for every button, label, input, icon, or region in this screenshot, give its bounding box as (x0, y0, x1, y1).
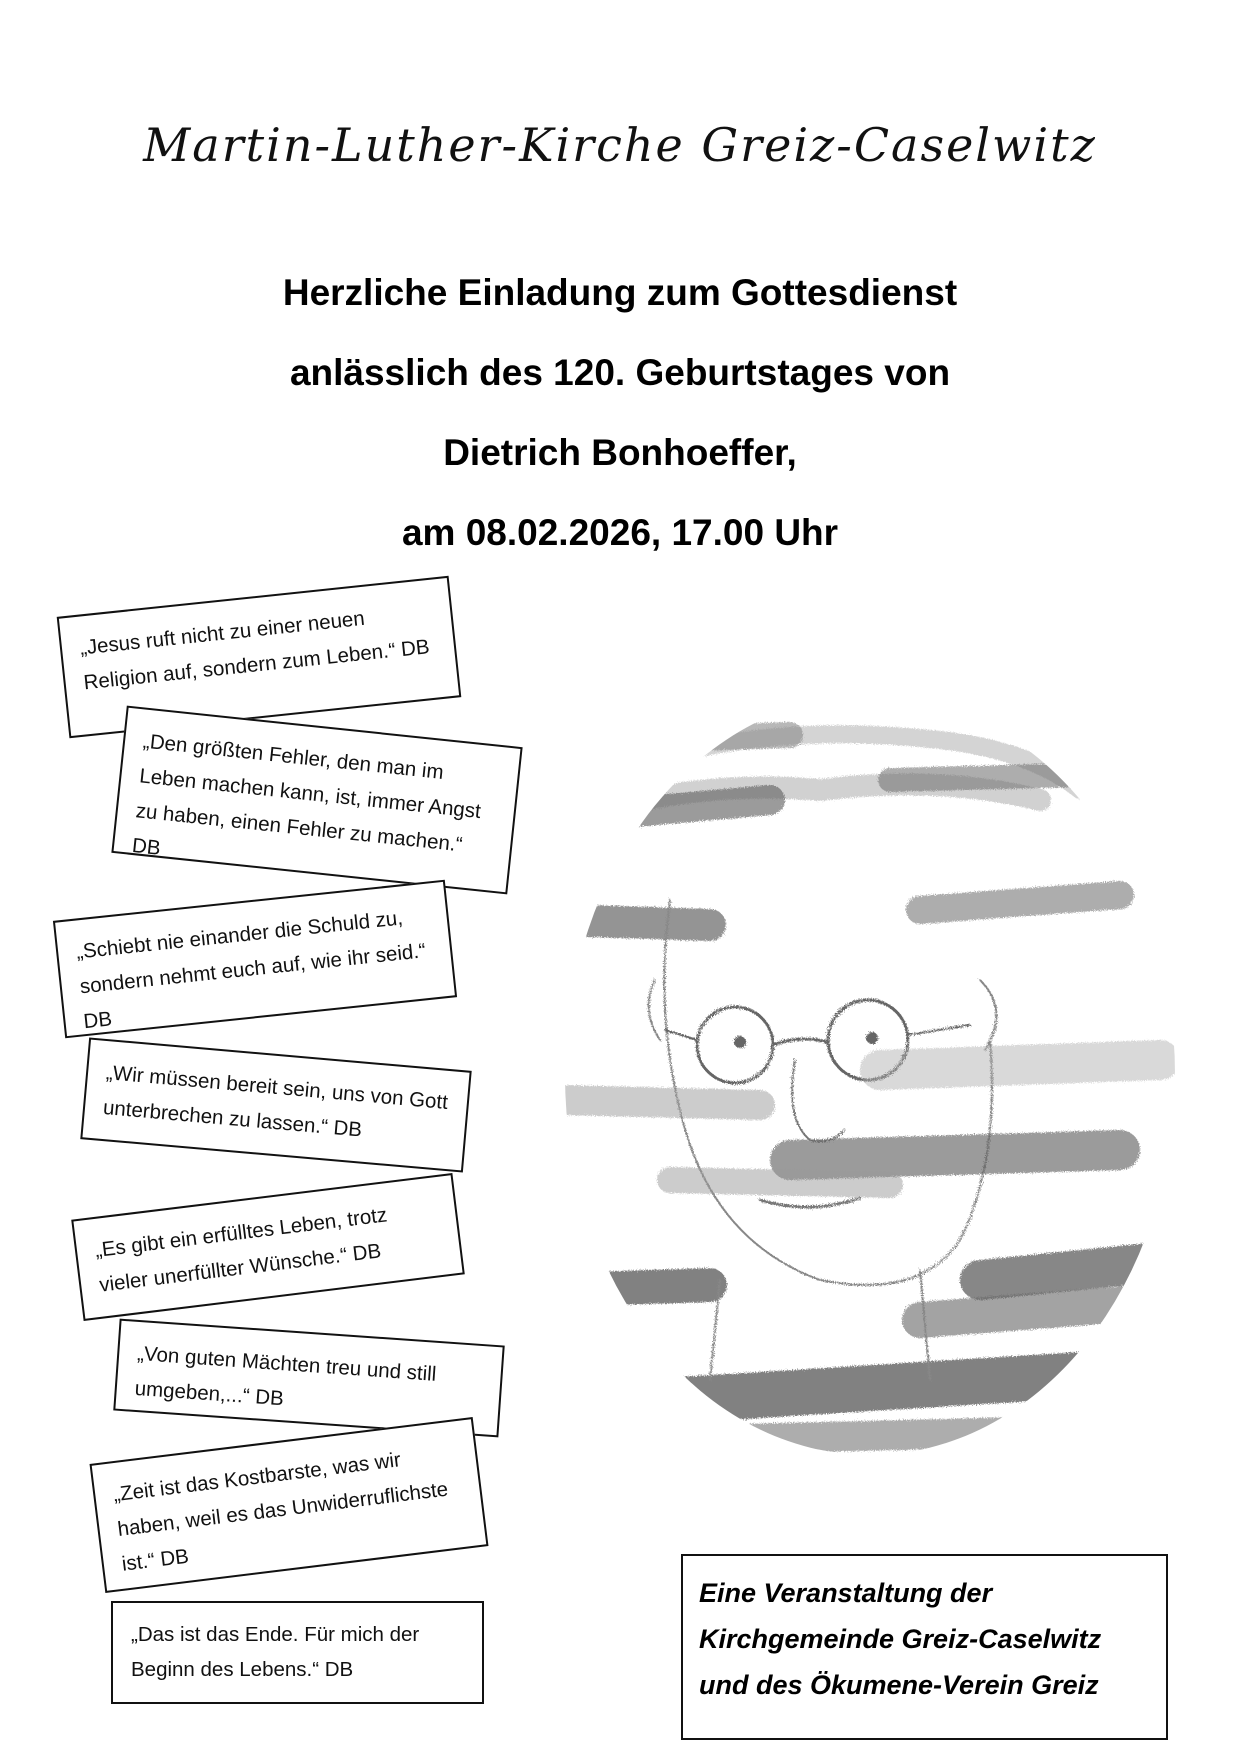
organizer-line-3: und des Ökumene-Verein Greiz (699, 1670, 1099, 1700)
quote-card-3: „Schiebt nie einander die Schuld zu, sondern nehmt euch auf, wie ihr seid.“ DB (53, 880, 457, 1039)
organizer-line-1: Eine Veranstaltung der (699, 1578, 993, 1608)
quote-card-6: „Von guten Mächten treu und still umgeben,...“ DB (113, 1319, 504, 1438)
organizer-line-2: Kirchgemeinde Greiz-Caselwitz (699, 1624, 1102, 1654)
invitation-line-4: am 08.02.2026, 17.00 Uhr (401, 512, 839, 553)
quote-card-2: „Den größten Fehler, den man im Leben machen kann, ist, immer Angst zu haben, einen Fehler zu machen.“ DB (111, 706, 522, 895)
quote-card-4: „Wir müssen bereit sein, uns von Gott unterbrechen zu lassen.“ DB (80, 1037, 471, 1172)
quote-card-5: „Es gibt ein erfülltes Leben, trotz vieler unerfüllter Wünsche.“ DB (71, 1173, 465, 1321)
invitation-line-3: Dietrich Bonhoeffer, (443, 432, 797, 473)
invitation-line-1: Herzliche Einladung zum Gottesdienst (282, 272, 958, 313)
church-name: Martin-Luther-Kirche Greiz-Caselwitz (143, 118, 1097, 172)
bonhoeffer-portrait-sketch (560, 680, 1180, 1460)
quote-card-1: „Jesus ruft nicht zu einer neuen Religion auf, sondern zum Leben.“ DB (57, 576, 462, 739)
quote-card-7: „Zeit ist das Kostbarste, was wir haben, weil es das Unwiderruflichste ist.“ DB (90, 1417, 489, 1593)
quote-card-8: „Das ist das Ende. Für mich der Beginn des Lebens.“ DB (111, 1601, 484, 1704)
invitation-line-2: anlässlich des 120. Geburtstages von (289, 352, 951, 393)
organizer-box (681, 1554, 1168, 1740)
